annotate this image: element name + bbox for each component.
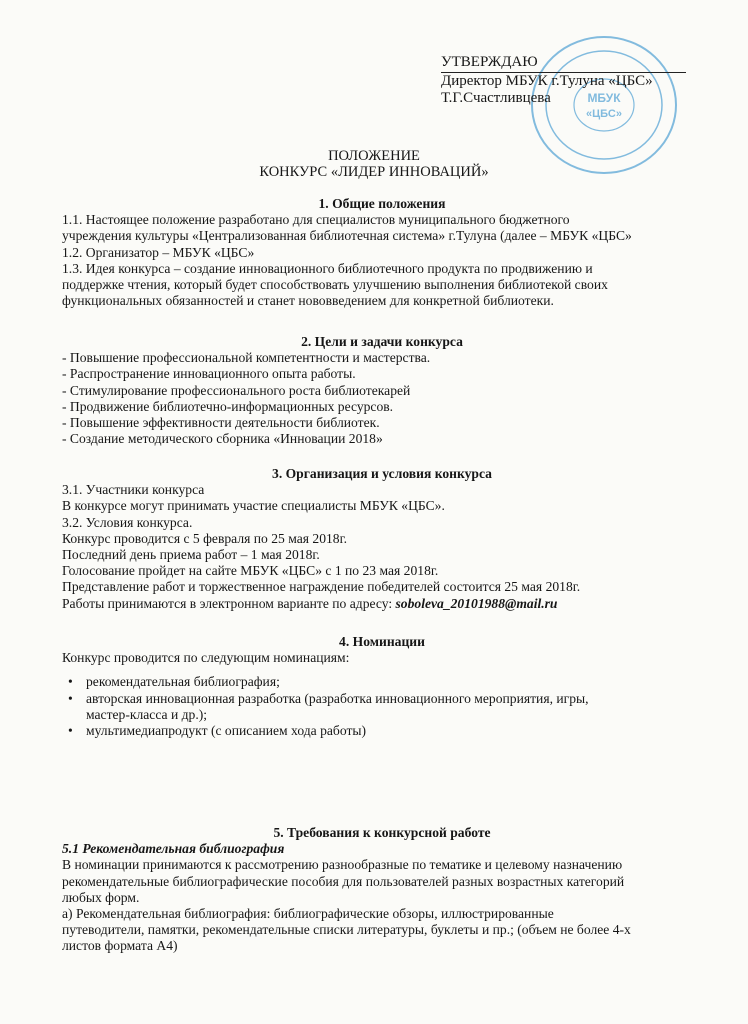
paragraph-line: функциональных обязанностей и станет нововведением для конкретной библиотеки. [62,293,554,309]
nomination-text: рекомендательная библиография; [86,674,280,690]
submission-line [62,596,702,612]
paragraph-line: 1.2. Организатор – МБУК «ЦБС» [62,244,255,260]
paragraph-line: В конкурсе могут принимать участие специалисты МБУК «ЦБС». [62,498,445,514]
nominations-list [62,674,702,739]
document-title: ПОЛОЖЕНИЕ [328,148,420,164]
goal-item: - Распространение инновационного опыта работы. [62,366,356,382]
approval-position: Директор МБУК г.Тулуна «ЦБС» [441,72,653,89]
paragraph-line: рекомендательные библиографические пособия для пользователей разных возрастных категорий [62,873,625,889]
bullet-icon: • [68,690,73,706]
bullet-icon: • [68,674,73,690]
paragraph-line: 3.1. Участники конкурса [62,482,205,498]
paragraph-line: 3.2. Условия конкурса. [62,514,193,530]
goal-item: - Продвижение библиотечно-информационных ресурсов. [62,398,394,414]
goal-item: - Стимулирование профессионального роста библиотекарей [62,382,411,398]
svg-text:«ЦБС»: «ЦБС» [586,108,622,120]
paragraph-line: учреждения культуры «Централизованная библиотечная система» г.Тулуна (далее – МБУК «ЦБС» [62,228,632,244]
paragraph-line: Конкурс проводится с 5 февраля по 25 мая 2018г. [62,530,348,546]
section-nominations [62,634,702,739]
paragraph-line: поддержке чтения, который будет способствовать улучшению выполнения библиотекой своих [62,277,608,293]
nomination-item [68,690,702,723]
section-heading: 1. Общие положения [318,196,446,211]
goal-item: - Повышение эффективности деятельности библиотек. [62,415,380,431]
nomination-text: мастер-класса и др.); [86,706,208,722]
section-heading: 2. Цели и задачи конкурса [301,334,463,349]
svg-text:МБУК: МБУК [587,91,621,105]
nomination-text: авторская инновационная разработка (разработка инновационного мероприятия, игры, [86,690,589,706]
nomination-item [68,723,702,739]
paragraph-line: любых форм. [62,889,140,905]
nomination-item [68,674,702,690]
subsection-heading: 5.1 Рекомендательная библиография [62,841,285,857]
paragraph-line: Последний день приема работ – 1 мая 2018г. [62,547,320,563]
approval-title: УТВЕРЖДАЮ [441,54,686,73]
section-requirements [62,825,702,955]
goal-item: - Повышение профессиональной компетентности и мастерства. [62,350,431,366]
nominations-intro: Конкурс проводится по следующим номинациям: [62,650,350,666]
paragraph-line: Голосование пройдет на сайте МБУК «ЦБС» с 1 по 23 мая 2018г. [62,563,439,579]
nomination-text: мультимедиапродукт (с описанием хода работы) [86,723,367,739]
section-heading: 5. Требования к конкурсной работе [273,825,491,840]
section-general [62,196,702,309]
paragraph-line: 1.3. Идея конкурса – создание инновационного библиотечного продукта по продвижению и [62,260,593,276]
email-address: soboleva_20101988@mail.ru [395,595,558,611]
paragraph-line: а) Рекомендательная библиография: библиографические обзоры, иллюстрированные [62,906,554,922]
paragraph-line: листов формата А4) [62,938,178,954]
document-subtitle: КОНКУРС «ЛИДЕР ИННОВАЦИЙ» [259,164,489,180]
approval-signatory: Т.Г.Счастливцева [441,90,551,106]
paragraph-line: Представление работ и торжественное награждение победителей состоится 25 мая 2018г. [62,579,581,595]
paragraph-line: путеводители, памятки, рекомендательные списки литературы, буклеты и пр.; (объем не более 4-х [62,922,631,938]
submission-text: Работы принимаются в электронном варианте по адресу: [62,595,396,611]
paragraph-line: 1.1. Настоящее положение разработано для специалистов муниципального бюджетного [62,212,570,228]
paragraph-line: В номинации принимаются к рассмотрению разнообразные по тематике и целевому назначению [62,857,623,873]
section-organization [62,466,702,612]
bullet-icon: • [68,723,73,739]
section-heading: 3. Организация и условия конкурса [272,466,492,481]
section-goals [62,334,702,447]
approval-block [441,54,686,108]
goal-item: - Создание методического сборника «Инновации 2018» [62,431,383,447]
section-heading: 4. Номинации [339,634,425,649]
